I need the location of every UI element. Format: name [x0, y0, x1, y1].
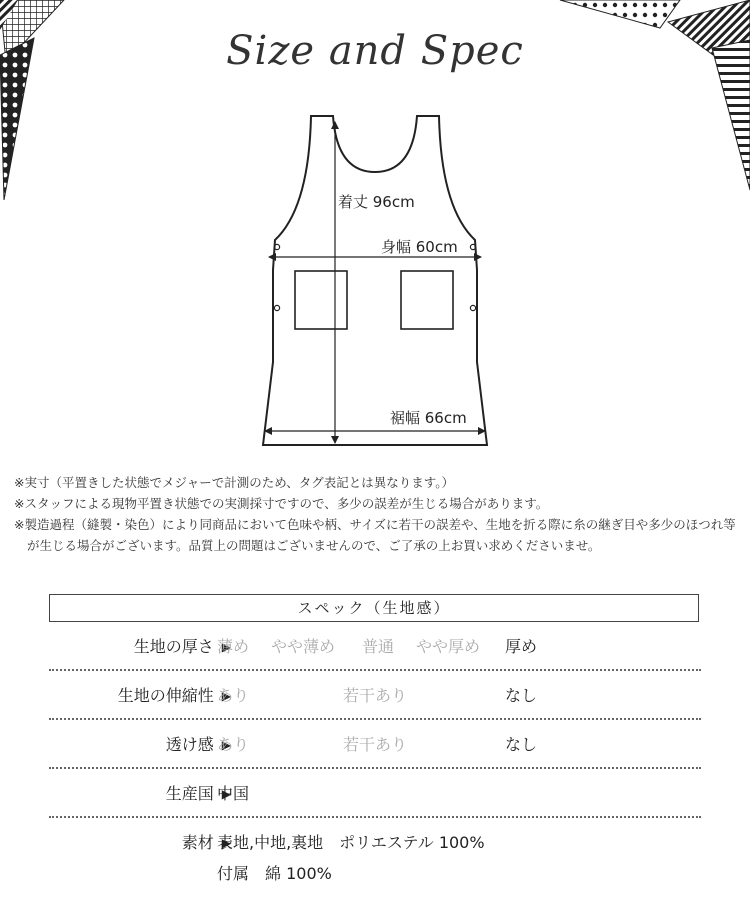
spec-label: 生産国 ▶: [166, 779, 231, 810]
spec-option-selected: 厚め: [505, 637, 538, 656]
spec-option: あり: [217, 735, 250, 754]
note-item: ※実寸（平置きした状態でメジャーで計測のため、タグ表記とは異なります。）: [14, 475, 454, 490]
dotted-divider: [49, 669, 701, 671]
spec-option: 若干あり: [343, 686, 408, 705]
spec-option: 若干あり: [343, 735, 408, 754]
spec-row-thickness: [49, 632, 701, 662]
spec-label: 生地の伸縮性 ▶: [118, 681, 231, 712]
flag-right-dots: [560, 0, 680, 28]
spec-row-stretch: [49, 681, 701, 711]
spec-value: 付属 綿 100%: [217, 864, 332, 883]
spec-row-material: [49, 828, 701, 858]
spec-option: 薄め: [217, 637, 250, 656]
spec-option: やや薄め: [271, 637, 336, 656]
apron-diagram: [255, 100, 495, 450]
spec-option-selected: なし: [505, 686, 538, 705]
spec-row-origin: [49, 779, 701, 809]
page-title: Size and Spec: [226, 28, 524, 74]
spec-option: やや厚め: [416, 637, 481, 656]
spec-value: 表地,中地,裏地 ポリエステル 100%: [217, 833, 485, 852]
spec-option: 普通: [362, 637, 395, 656]
note-item: ※製造過程（縫製・染色）により同商品において色味や柄、サイズに若干の誤差や、生地を折る際に糸の継ぎ目や多少のほつれ等が生じる場合がございます。品質上の問題はございませんので、ご了承の上お買い求めくださいませ。: [14, 517, 736, 553]
hem-width-label: 裾幅 66cm: [390, 409, 467, 427]
spec-header: スペック（生地感）: [49, 594, 699, 622]
length-label: 着丈 96cm: [338, 193, 415, 211]
note-item: ※スタッフによる現物平置き状態での実測採寸ですので、多少の誤差が生じる場合があります。: [14, 496, 549, 511]
spec-label: 素材 ▶: [182, 828, 231, 859]
notes: [14, 472, 738, 556]
body-width-label: 身幅 60cm: [381, 238, 458, 256]
spec-value: 中国: [217, 784, 250, 803]
dotted-divider: [49, 816, 701, 818]
spec-label: 透け感 ▶: [166, 730, 231, 761]
spec-option-selected: なし: [505, 735, 538, 754]
spec-row-sheer: [49, 730, 701, 760]
dotted-divider: [49, 718, 701, 720]
spec-option: あり: [217, 686, 250, 705]
spec-label: 生地の厚さ ▶: [134, 632, 231, 663]
spec-row-material-accessory: [49, 859, 701, 889]
dotted-divider: [49, 767, 701, 769]
